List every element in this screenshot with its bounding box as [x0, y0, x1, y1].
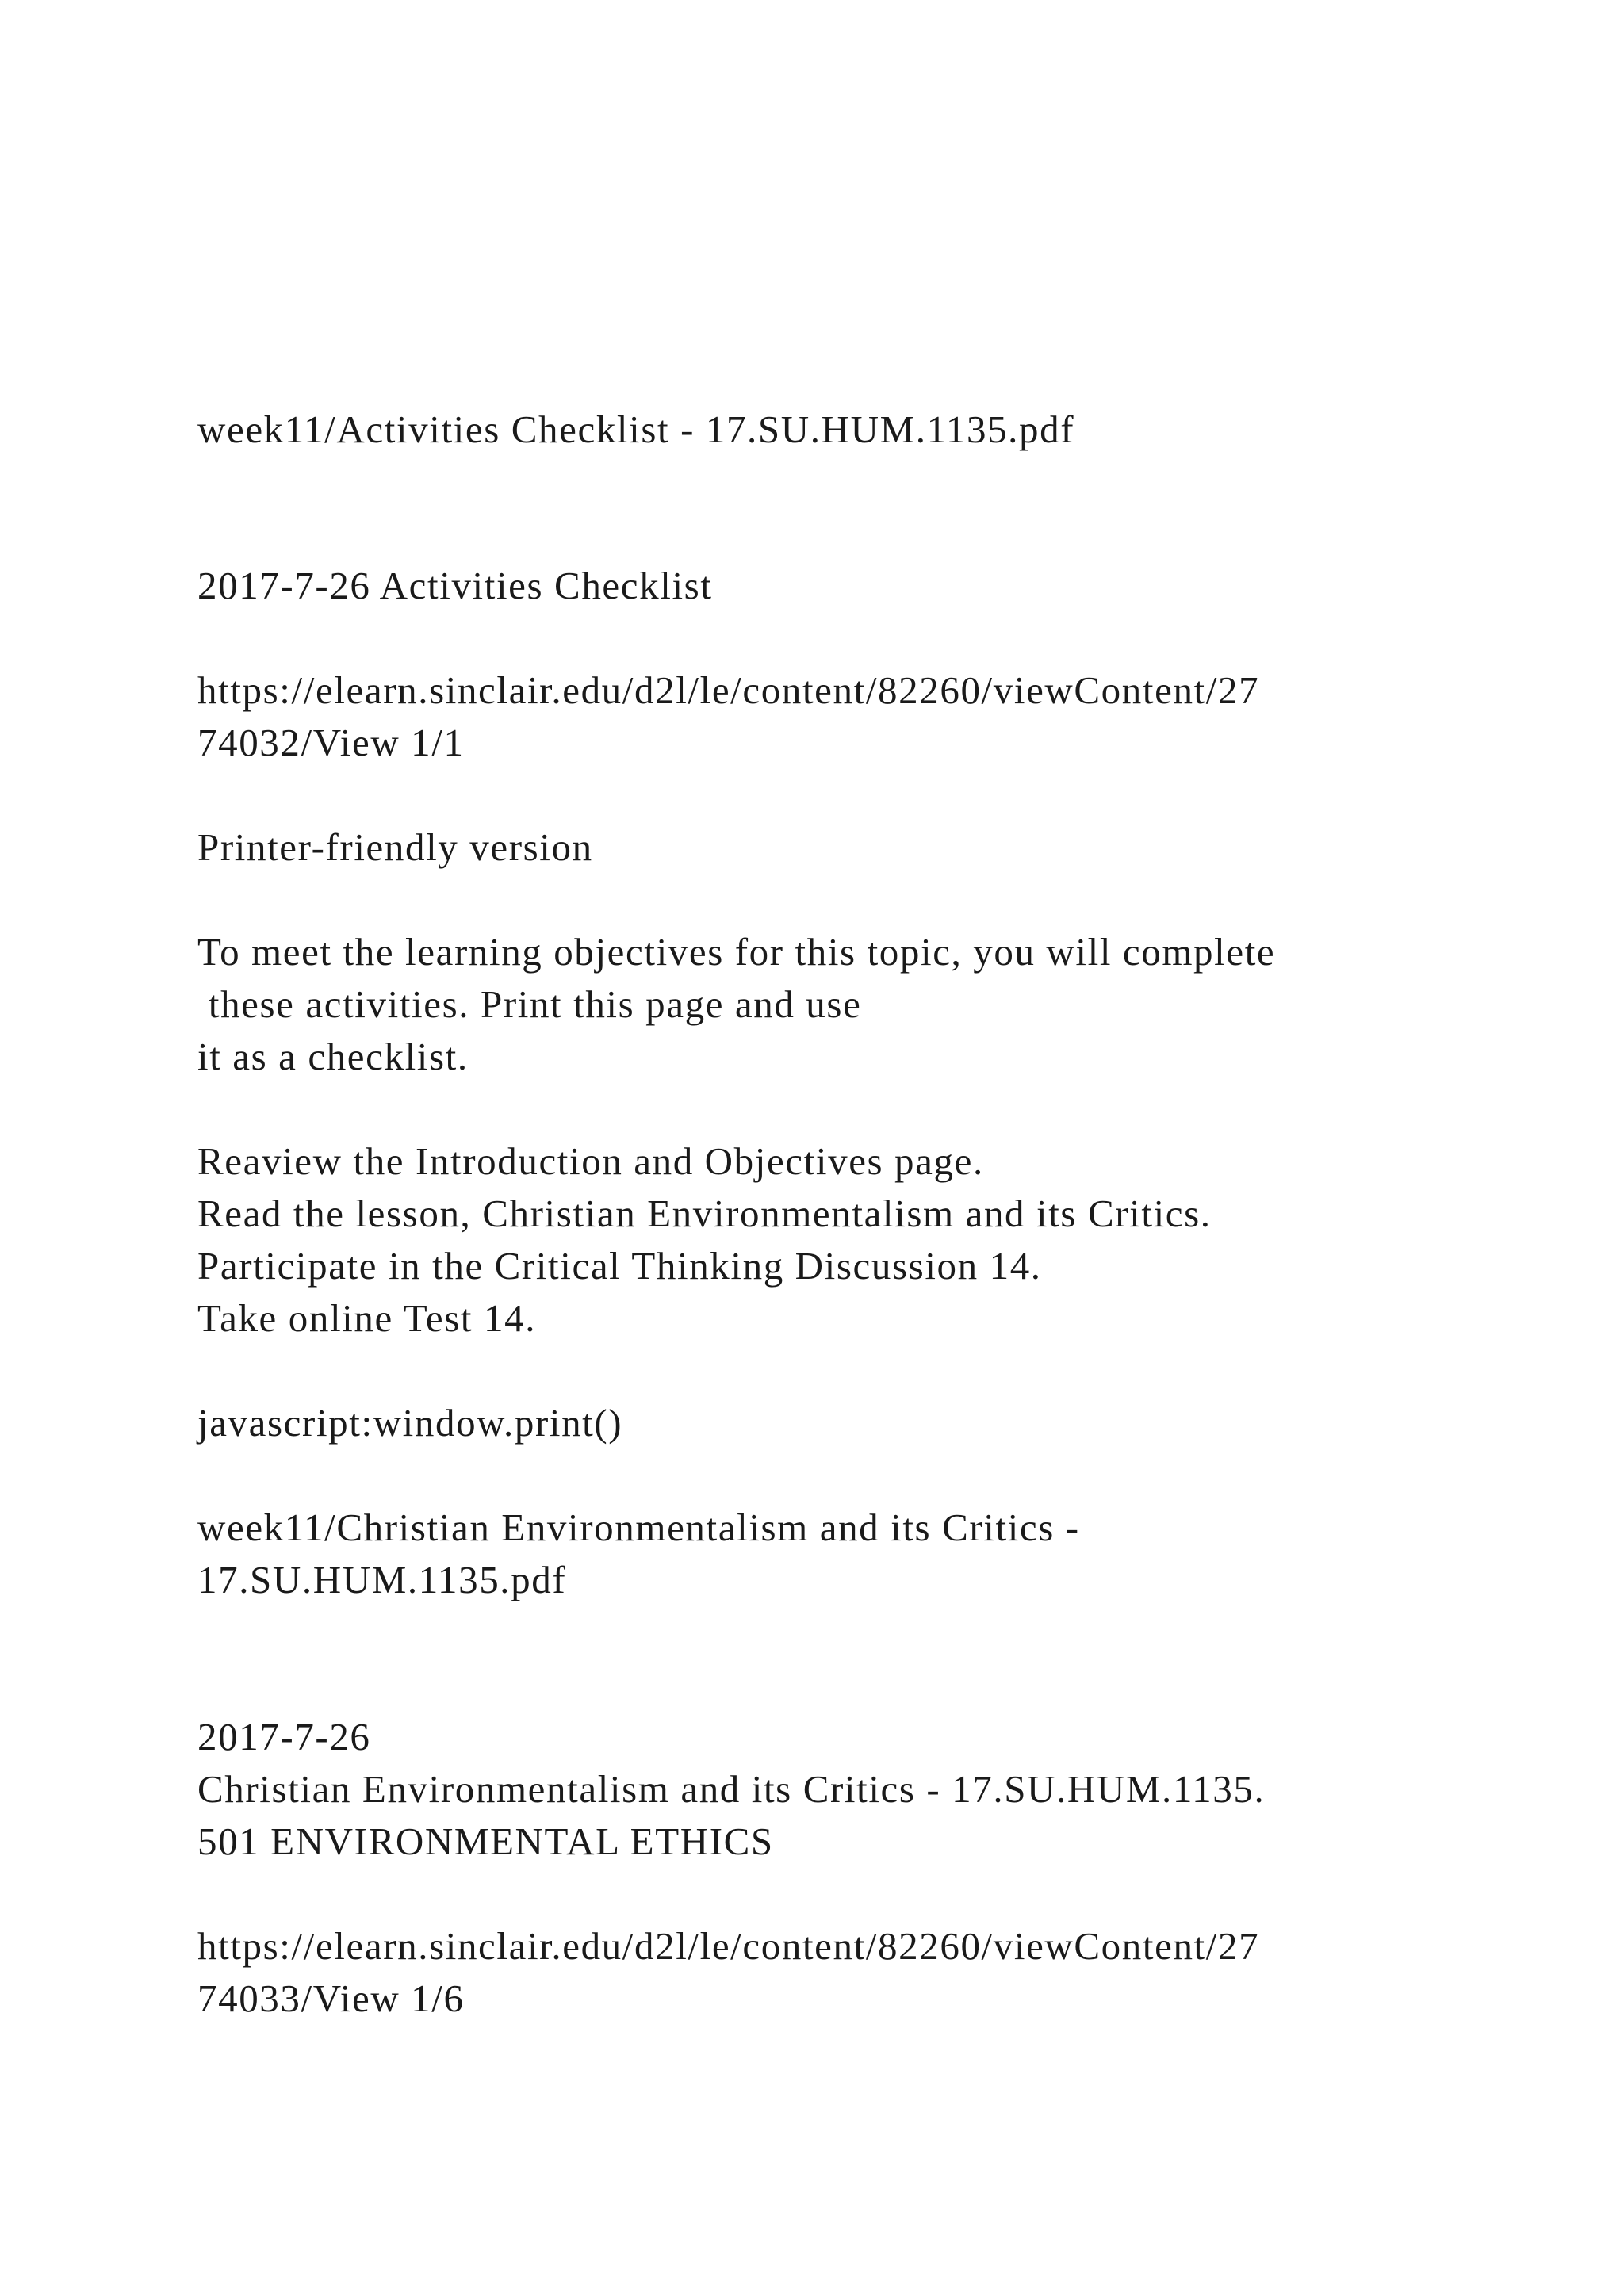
print-header-title-line-1: Christian Environmentalism and its Critics - 17.SU.HUM.1135. — [197, 1767, 1266, 1811]
page-url-line-2: 74033/View 1/6 — [197, 1976, 465, 2020]
print-header-date-title: 2017-7-26 Activities Checklist — [197, 564, 713, 607]
checklist-item: Take online Test 14. — [197, 1296, 537, 1340]
intro-paragraph-line-1: To meet the learning objectives for this topic, you will complete — [197, 930, 1276, 974]
printer-friendly-label: Printer-friendly version — [197, 825, 593, 869]
checklist-item: Reaview the Introduction and Objectives page. — [197, 1139, 984, 1183]
checklist-item: Read the lesson, Christian Environmentalism and its Critics. — [197, 1192, 1212, 1235]
page-url-line-2: 74032/View 1/1 — [197, 721, 465, 764]
print-header-date: 2017-7-26 — [197, 1715, 371, 1758]
file-title-activities-checklist: week11/Activities Checklist - 17.SU.HUM.1135.pdf — [197, 408, 1075, 451]
print-header-title-line-2: 501 ENVIRONMENTAL ETHICS — [197, 1820, 774, 1863]
page-url-line-1: https://elearn.sinclair.edu/d2l/le/content/82260/viewContent/27 — [197, 1924, 1260, 1968]
file-title-christian-environmentalism-line-1: week11/Christian Environmentalism and its Critics - — [197, 1506, 1080, 1549]
intro-paragraph-line-3: it as a checklist. — [197, 1035, 469, 1078]
file-title-christian-environmentalism-line-2: 17.SU.HUM.1135.pdf — [197, 1558, 567, 1601]
print-link-text: javascript:window.print() — [197, 1401, 623, 1445]
checklist-item: Participate in the Critical Thinking Discussion 14. — [197, 1244, 1042, 1288]
page-url-line-1: https://elearn.sinclair.edu/d2l/le/content/82260/viewContent/27 — [197, 668, 1260, 712]
intro-paragraph-line-2: these activities. Print this page and use — [197, 982, 862, 1026]
